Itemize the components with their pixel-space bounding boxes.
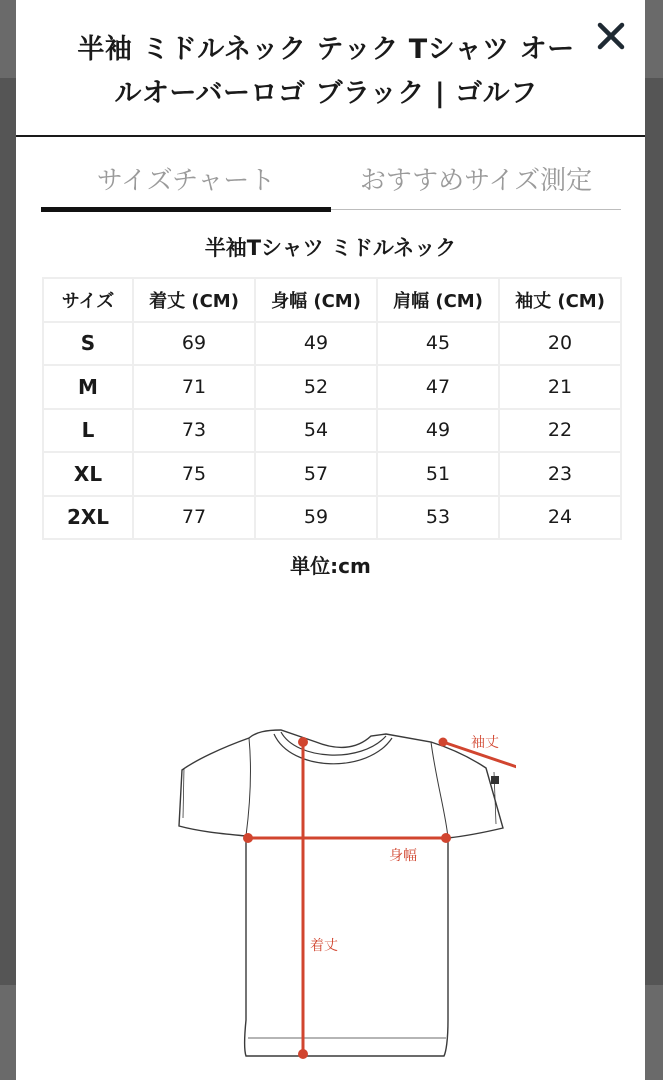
product-title: 半袖 ミドルネック テック Tシャツ オールオーバーロゴ ブラック | ゴルフ bbox=[77, 34, 575, 109]
size-cell: L bbox=[43, 409, 133, 453]
table-cell: 75 bbox=[133, 452, 255, 496]
tab-bar bbox=[41, 150, 621, 210]
table-cell: 77 bbox=[133, 496, 255, 540]
size-cell: M bbox=[43, 365, 133, 409]
size-table-title: 半袖Tシャツ ミドルネック bbox=[204, 236, 457, 260]
table-row bbox=[43, 409, 621, 453]
body-length-label: 着丈 bbox=[310, 938, 338, 954]
size-cell: S bbox=[43, 322, 133, 366]
table-cell: 49 bbox=[377, 409, 499, 453]
table-cell: 71 bbox=[133, 365, 255, 409]
sleeve-length-label: 袖丈 bbox=[471, 735, 499, 751]
chest-width-label: 身幅 bbox=[389, 848, 417, 864]
backdrop-edge bbox=[0, 985, 16, 1080]
table-cell: 21 bbox=[499, 365, 621, 409]
backdrop-edge bbox=[645, 985, 663, 1080]
table-cell: 52 bbox=[255, 365, 377, 409]
header-size: サイズ bbox=[43, 278, 133, 322]
table-cell: 73 bbox=[133, 409, 255, 453]
table-cell: 23 bbox=[499, 452, 621, 496]
modal-header bbox=[16, 0, 645, 137]
tshirt-outline-icon bbox=[156, 720, 516, 1080]
table-cell: 57 bbox=[255, 452, 377, 496]
table-cell: 54 bbox=[255, 409, 377, 453]
backdrop-edge bbox=[645, 0, 663, 78]
table-cell: 45 bbox=[377, 322, 499, 366]
size-guide-modal bbox=[16, 0, 645, 1080]
close-icon bbox=[596, 21, 626, 51]
unit-note: 単位:cm bbox=[290, 554, 371, 578]
backdrop-edge bbox=[0, 0, 16, 78]
table-row bbox=[43, 452, 621, 496]
table-cell: 49 bbox=[255, 322, 377, 366]
table-cell: 53 bbox=[377, 496, 499, 540]
size-cell: 2XL bbox=[43, 496, 133, 540]
table-cell: 47 bbox=[377, 365, 499, 409]
size-table bbox=[42, 277, 622, 540]
table-cell: 51 bbox=[377, 452, 499, 496]
header-chest: 身幅 (CM) bbox=[255, 278, 377, 322]
table-row bbox=[43, 496, 621, 540]
table-cell: 69 bbox=[133, 322, 255, 366]
table-cell: 22 bbox=[499, 409, 621, 453]
tab-recommended-size[interactable]: おすすめサイズ測定 bbox=[359, 166, 593, 196]
table-header-row bbox=[43, 278, 621, 322]
tab-size-chart[interactable]: サイズチャート bbox=[41, 150, 331, 210]
table-row bbox=[43, 322, 621, 366]
size-cell: XL bbox=[43, 452, 133, 496]
header-shoulder: 肩幅 (CM) bbox=[377, 278, 499, 322]
header-sleeve: 袖丈 (CM) bbox=[499, 278, 621, 322]
tshirt-measurement-diagram bbox=[156, 720, 516, 1080]
close-button[interactable] bbox=[589, 14, 633, 58]
table-cell: 59 bbox=[255, 496, 377, 540]
table-cell: 20 bbox=[499, 322, 621, 366]
header-length: 着丈 (CM) bbox=[133, 278, 255, 322]
table-row bbox=[43, 365, 621, 409]
table-cell: 24 bbox=[499, 496, 621, 540]
